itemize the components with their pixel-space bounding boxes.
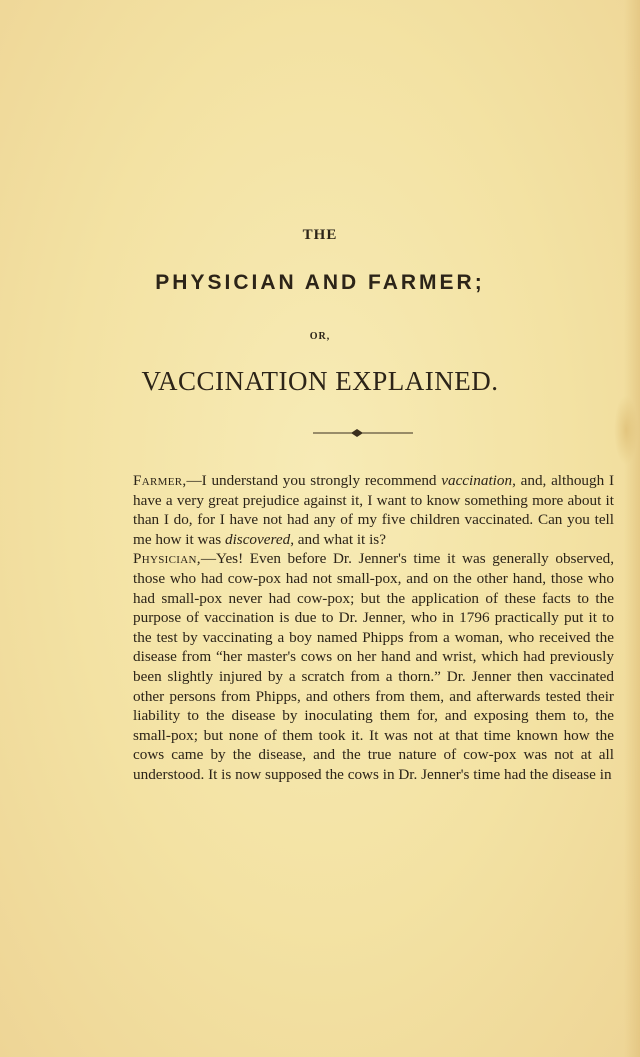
paper-stain	[614, 395, 638, 465]
ornament-divider-icon	[313, 426, 413, 440]
page-edge	[624, 0, 640, 1057]
text-segment: Yes! Even before Dr. Jenner's time it was generally observed, those who had cow-pox had not small-pox, and on the other hand, those who had small-pox never had cow-pox; but the application of these facts to the purpose of vaccination is due to Dr. Jenner, who in 1796 practically put it to the test by vaccinating a boy named Phipps from a woman, who received the disease from “her master's cows on her hand and wrist, which had previously been slightly injured by a scratch from a thorn.” Dr. Jenner then vaccinated other persons from Phipps, and others from them, and afterwards tested their liability to the disease by inoculating them for, and exposing them to, the small-pox; but none of them took it. It was not at that time known how the cows came by the disease, and the true nature of cow-pox was not at all understood. It is now supposed the cows in Dr. Jenner's time had the disease in	[133, 550, 614, 783]
title-article: THE	[302, 227, 338, 243]
speaker-name: Physician,	[133, 550, 201, 568]
dialogue-physician	[133, 549, 614, 784]
speaker-name: Farmer,	[133, 472, 187, 489]
text-emphasis: discovered	[224, 530, 291, 548]
dialogue-farmer	[133, 471, 614, 549]
body-text	[133, 471, 614, 785]
text-segment: I understand you strongly recommend	[201, 472, 442, 489]
speaker-dash: —	[186, 472, 202, 489]
text-segment: , and what it is?	[290, 530, 386, 548]
title-conjunction: OR,	[309, 331, 331, 342]
speaker-dash: —	[200, 550, 216, 568]
page-subtitle: VACCINATION EXPLAINED.	[141, 366, 499, 396]
page-title: PHYSICIAN AND FARMER;	[155, 271, 485, 294]
text-segment: , and, although I have a very great prejudice against it, I want to know something more about it than I do, for I have not had any of my five children vaccinated. Can you tell me how it was	[133, 472, 614, 548]
text-emphasis: vaccination	[441, 472, 513, 489]
